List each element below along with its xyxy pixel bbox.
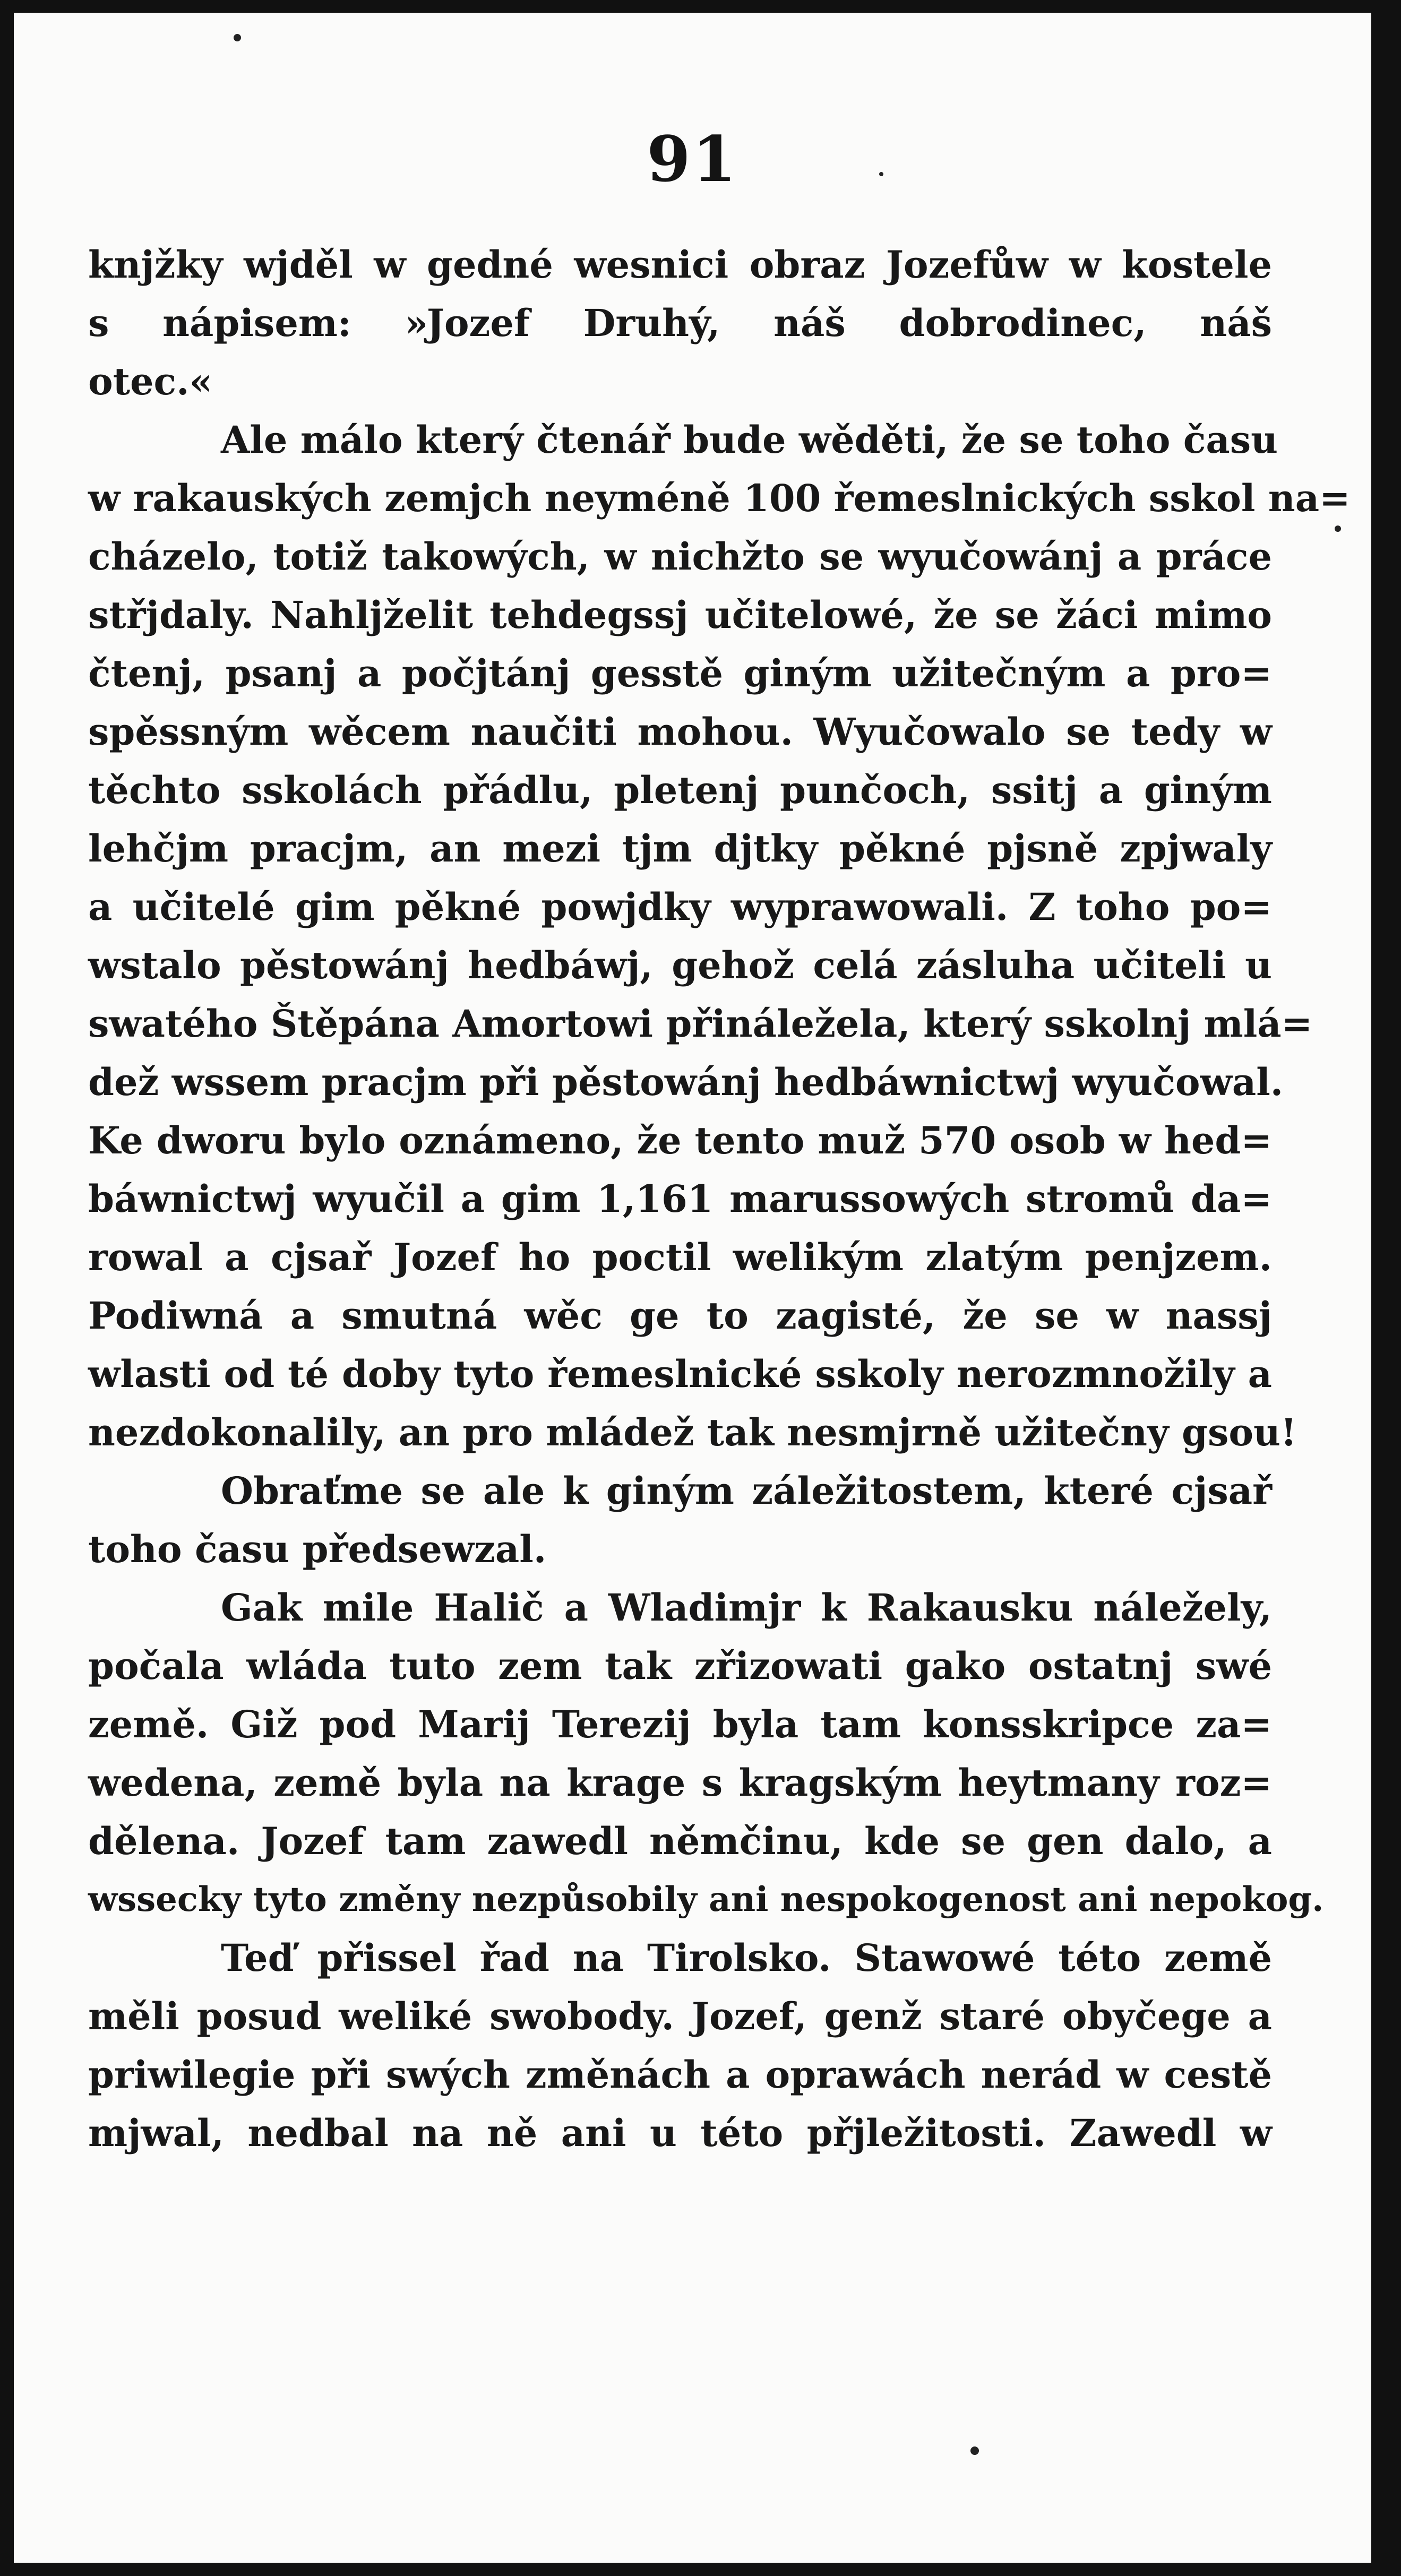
text-line: střjdaly. Nahljželit tehdegssj učitelowé, že se žáci mimo <box>88 593 1272 637</box>
text-line: wlasti od té doby tyto řemeslnické sskoly nerozmnožily a <box>88 1352 1272 1396</box>
text-line: Gak mile Halič a Wladimjr k Rakausku náležely, <box>221 1586 1272 1630</box>
text-line: země. Giž pod Marij Terezij byla tam konsskripce za= <box>88 1702 1272 1746</box>
text-line: knjžky wjděl w gedné wesnici obraz Jozefůw w kostele <box>88 243 1272 287</box>
text-line: w rakauských zemjch neyméně 100 řemeslnických sskol na= <box>88 476 1351 520</box>
text-line: Obraťme se ale k giným záležitostem, které cjsař <box>221 1469 1272 1513</box>
text-line: dež wssem pracjm při pěstowánj hedbáwnictwj wyučowal. <box>88 1060 1284 1104</box>
text-line: s nápisem: »Jozef Druhý, náš dobrodinec, náš <box>88 301 1272 345</box>
text-line: wssecky tyto změny nezpůsobily ani nespokogenost ani nepokog. <box>88 1880 1324 1919</box>
text-line: a učitelé gim pěkné powjdky wyprawowali. Z toho po= <box>88 885 1272 929</box>
text-line: spěssným wěcem naučiti mohou. Wyučowalo se tedy w <box>88 710 1272 754</box>
text-line: čtenj, psanj a počjtánj gesstě giným užitečným a pro= <box>88 651 1272 695</box>
book-page <box>14 13 1371 2563</box>
text-line: dělena. Jozef tam zawedl němčinu, kde se gen dalo, a <box>88 1819 1272 1863</box>
ink-speck <box>1335 525 1341 532</box>
text-line: wedena, země byla na krage s kragským heytmany roz= <box>88 1761 1272 1805</box>
ink-speck <box>970 2446 979 2455</box>
text-line: měli posud weliké swobody. Jozef, genž staré obyčege a <box>88 1994 1272 2038</box>
text-line: rowal a cjsař Jozef ho poctil welikým zlatým penjzem. <box>88 1235 1272 1279</box>
text-line: báwnictwj wyučil a gim 1,161 marussowých stromů da= <box>88 1177 1272 1221</box>
text-line: mjwal, nedbal na ně ani u této přjležitosti. Zawedl w <box>88 2111 1272 2155</box>
text-line: Podiwná a smutná wěc ge to zagisté, že se w nassj <box>88 1294 1272 1338</box>
text-line: otec.« <box>88 359 213 403</box>
text-line: priwilegie při swých změnách a oprawách nerád w cestě <box>88 2053 1272 2097</box>
text-line: swatého Štěpána Amortowi přináležela, který sskolnj mlá= <box>88 1002 1313 1046</box>
text-line: Ale málo který čtenář bude wěděti, že se toho času <box>221 418 1278 462</box>
text-line: lehčjm pracjm, an mezi tjm djtky pěkné pjsně zpjwaly <box>88 826 1272 871</box>
text-line: wstalo pěstowánj hedbáwj, gehož celá zásluha učiteli u <box>88 943 1272 987</box>
text-line: toho času předsewzal. <box>88 1527 547 1571</box>
text-line: cházelo, totiž takowých, w nichžto se wyučowánj a práce <box>88 535 1272 579</box>
text-line: počala wláda tuto zem tak zřizowati gako ostatnj swé <box>88 1644 1272 1688</box>
text-line: Teď přissel řad na Tirolsko. Stawowé této země <box>221 1936 1272 1980</box>
text-line: Ke dworu bylo oznámeno, že tento muž 570 osob w hed= <box>88 1118 1272 1162</box>
text-line: nezdokonalily, an pro mládež tak nesmjrně užitečny gsou! <box>88 1410 1297 1454</box>
ink-speck <box>879 172 883 176</box>
page-number: 91 <box>647 122 738 196</box>
text-line: těchto sskolách přádlu, pletenj punčoch, ssitj a giným <box>88 768 1272 812</box>
ink-speck <box>234 34 241 41</box>
